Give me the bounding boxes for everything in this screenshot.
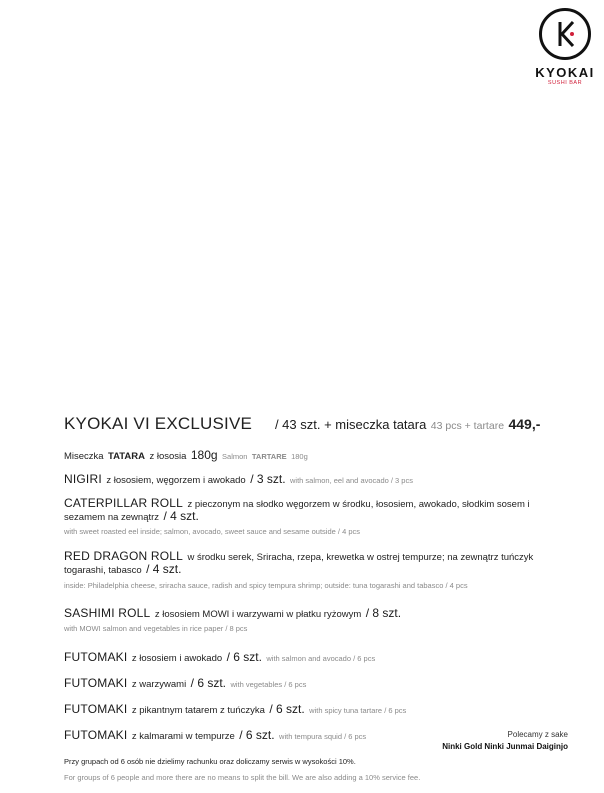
item-desc: z pieczonym na słodko węgorzem w środku, łososiem, awokado, słodkim sosem i sezamem na zewnątrz (64, 499, 530, 523)
item-qty: / 4 szt. (163, 509, 199, 523)
tatara-bold: TATARA (108, 451, 145, 462)
item-en: with tempura squid / 6 pcs (279, 732, 367, 741)
logo-k-icon (539, 8, 591, 60)
item-qty: / 6 szt. (226, 650, 262, 664)
menu-item-futomaki-squid (64, 726, 366, 744)
tatara-prefix: Miseczka (64, 451, 104, 462)
menu-item-futomaki-tuna (64, 700, 406, 718)
item-en: with salmon and avocado / 6 pcs (266, 654, 376, 663)
set-price: 449,- (508, 416, 541, 432)
item-desc: w środku serek, Sriracha, rzepa, krewetka w ostrej tempurze; na zewnątrz tuńczyk togarashi, tabasco (64, 552, 534, 576)
menu-item-futomaki-salmon (64, 648, 375, 666)
menu-item-nigiri (64, 470, 413, 488)
item-qty: / 6 szt. (269, 702, 305, 716)
kyokai-logo (532, 8, 598, 87)
menu-item-caterpillar (64, 497, 564, 523)
item-en: with vegetables / 6 pcs (230, 680, 307, 689)
item-name: FUTOMAKI (64, 650, 128, 664)
item-name: FUTOMAKI (64, 676, 128, 690)
item-en-sashimi: with MOWI salmon and vegetables in rice paper / 8 pcs (64, 624, 248, 633)
footer-note-en: For groups of 6 people and more there are no means to split the bill. We are also adding a 10% service fee. (64, 773, 421, 782)
item-name: RED DRAGON ROLL (64, 549, 184, 563)
sake-heading: Polecamy z sake (507, 730, 568, 739)
item-qty: / 6 szt. (190, 676, 227, 690)
menu-item-red-dragon (64, 550, 564, 576)
item-desc: z warzywami (131, 679, 187, 690)
item-name: FUTOMAKI (64, 702, 128, 716)
tatara-line (64, 446, 308, 464)
logo-subtitle: SUSHI BAR (547, 80, 583, 86)
item-qty: / 8 szt. (365, 606, 402, 620)
tatara-weight: 180g (190, 448, 218, 462)
sake-names: Ninki Gold Ninki Junmai Daiginjo (442, 742, 568, 751)
set-pieces-pl: / 43 szt. + miseczka tatara (274, 417, 427, 432)
item-name: NIGIRI (64, 472, 102, 486)
item-en: with spicy tuna tartare / 6 pcs (309, 706, 407, 715)
item-desc: z kalmarami w tempurze (131, 731, 235, 742)
item-qty: / 3 szt. (250, 472, 286, 486)
tatara-en-weight: 180g (291, 452, 308, 461)
item-desc: z łososiem, węgorzem i awokado (106, 475, 246, 486)
item-en-caterpillar: with sweet roasted eel inside; salmon, avocado, sweet sauce and sesame outside / 4 pcs (64, 527, 360, 536)
menu-item-futomaki-veg (64, 674, 306, 692)
item-qty: / 6 szt. (239, 728, 275, 742)
footer-note-pl: Przy grupach od 6 osób nie dzielimy rachunku oraz doliczamy serwis w wysokości 10%. (64, 757, 356, 766)
item-name: CATERPILLAR ROLL (64, 496, 184, 510)
set-title-row (64, 414, 540, 434)
set-title: KYOKAI VI EXCLUSIVE (64, 414, 253, 433)
item-desc: z łososiem i awokado (131, 653, 223, 664)
tatara-en-prefix: Salmon (222, 452, 248, 461)
sake-recommendation (442, 730, 568, 751)
tatara-rest: z łososia (149, 451, 187, 462)
set-pieces-en: 43 pcs + tartare (430, 420, 505, 432)
item-name: SASHIMI ROLL (64, 606, 151, 620)
item-en-red-dragon: inside: Philadelphia cheese, sriracha sauce, radish and spicy tempura shrimp; outside: tuna togarashi and tabasco / 4 pcs (64, 581, 468, 590)
logo-name: KYOKAI (535, 65, 595, 80)
item-desc: z pikantnym tatarem z tuńczyka (131, 705, 265, 716)
menu-item-sashimi (64, 604, 401, 622)
item-desc: z łososiem MOWI i warzywami w płatku ryżowym (154, 609, 362, 620)
item-name: FUTOMAKI (64, 728, 128, 742)
item-qty: / 4 szt. (146, 562, 182, 576)
item-en: with salmon, eel and avocado / 3 pcs (289, 476, 413, 485)
tatara-en-bold: TARTARE (251, 452, 287, 461)
